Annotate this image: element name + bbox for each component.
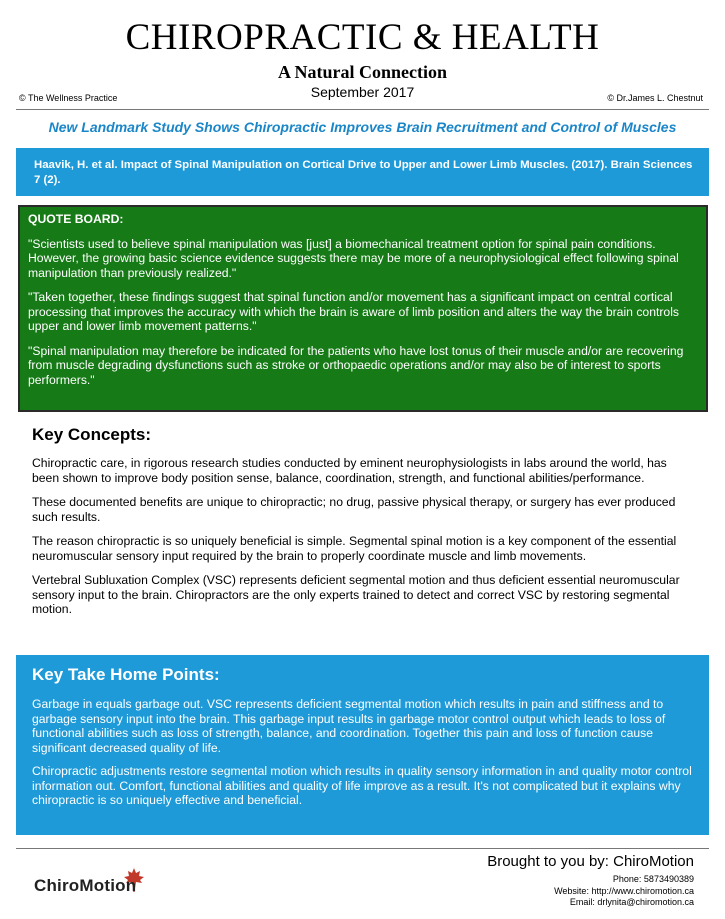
article-headline: New Landmark Study Shows Chiropractic Improves Brain Recruitment and Control of Muscles [48, 119, 677, 135]
citation-box [16, 148, 709, 196]
quote-board [18, 205, 708, 412]
key-concept-paragraph: These documented benefits are unique to chiropractic; no drug, passive physical therapy, or surgery has ever produced such results. [32, 495, 676, 524]
phone-text: Phone: 5873490389 [612, 874, 694, 884]
brought-to-you-by: Brought to you by: ChiroMotion [487, 853, 694, 870]
newsletter-subtitle: A Natural Connection [277, 62, 447, 82]
key-concept-paragraph: The reason chiropractic is so uniquely beneficial is simple. Segmental spinal motion is a key component of the essential neuromuscular sensory input required by the brain to properly coordinate muscle and limb movements. [32, 534, 677, 563]
contact-info [554, 874, 694, 909]
key-concept-paragraph: Vertebral Subluxation Complex (VSC) represents deficient segmental motion and thus deficient essential neuromuscular sensory input to the brain. Chiropractors are the only experts trained to detect and correct VSC by restoring segmental motion. [32, 573, 680, 616]
key-concepts-heading: Key Concepts: [32, 425, 152, 444]
website-link[interactable]: Website: http://www.chiromotion.ca [554, 885, 694, 896]
take-home-paragraph: Chiropractic adjustments restore segmental motion which results in quality sensory information in and quality motor control information out. Comfort, functional abilities and quality of life improve as a result. It's not complicated but it explains why chiropractic is so uniquely effective and beneficial. [32, 764, 692, 807]
citation-text: Haavik, H. et al. Impact of Spinal Manipulation on Cortical Drive to Upper and Lower Limb Muscles. (2017). Brain Sciences 7 (2). [34, 159, 693, 186]
copyright-right: © Dr.James L. Chestnut [607, 93, 703, 103]
quote-3: "Spinal manipulation may therefore be indicated for the patients who have lost tonus of their muscle and/or are recovering from muscle degrading dysfunctions such as stroke or orthopaedic operations and/or may also be of interest to sports performers." [28, 343, 684, 387]
quote-2: "Taken together, these findings suggest that spinal function and/or movement has a significant impact on central cortical processing that improves the accuracy with which the brain is aware of limb position and alters the way the brain controls upper and lower limb movement patterns." [28, 290, 679, 333]
take-home-heading: Key Take Home Points: [32, 665, 220, 684]
quote-board-heading: QUOTE BOARD: [28, 212, 124, 226]
issue-date: September 2017 [310, 84, 415, 100]
quote-1: "Scientists used to believe spinal manipulation was [just] a biomechanical treatment option for spinal pain conditions. However, the growing basic science evidence suggests there may be more of a neurophysiological effect following spinal manipulation than previously realized." [28, 236, 679, 280]
key-concepts-body [32, 456, 697, 627]
copyright-left: © The Wellness Practice [19, 93, 118, 103]
take-home-box [16, 655, 709, 835]
email-link[interactable]: Email: drlynita@chiromotion.ca [569, 897, 694, 907]
header-divider [16, 109, 709, 110]
logo-wordmark: ChiroMotion [34, 876, 137, 895]
take-home-paragraph: Garbage in equals garbage out. VSC represents deficient segmental motion which results in pain and stiffness and to garbage sensory input into the brain. This garbage input results in garbage motor control output which leads to loss of functional abilities such as loss of strength, balance, and coordination. Together this pain and loss of function cause significant decreased quality of life. [32, 697, 666, 755]
key-concept-paragraph: Chiropractic care, in rigorous research studies conducted by eminent neurophysiologists in labs around the world, has been shown to improve body position sense, balance, coordination, strength, and functional abilities/performance. [32, 456, 667, 485]
newsletter-title: CHIROPRACTIC & HEALTH [125, 17, 600, 58]
footer-divider [16, 848, 709, 849]
